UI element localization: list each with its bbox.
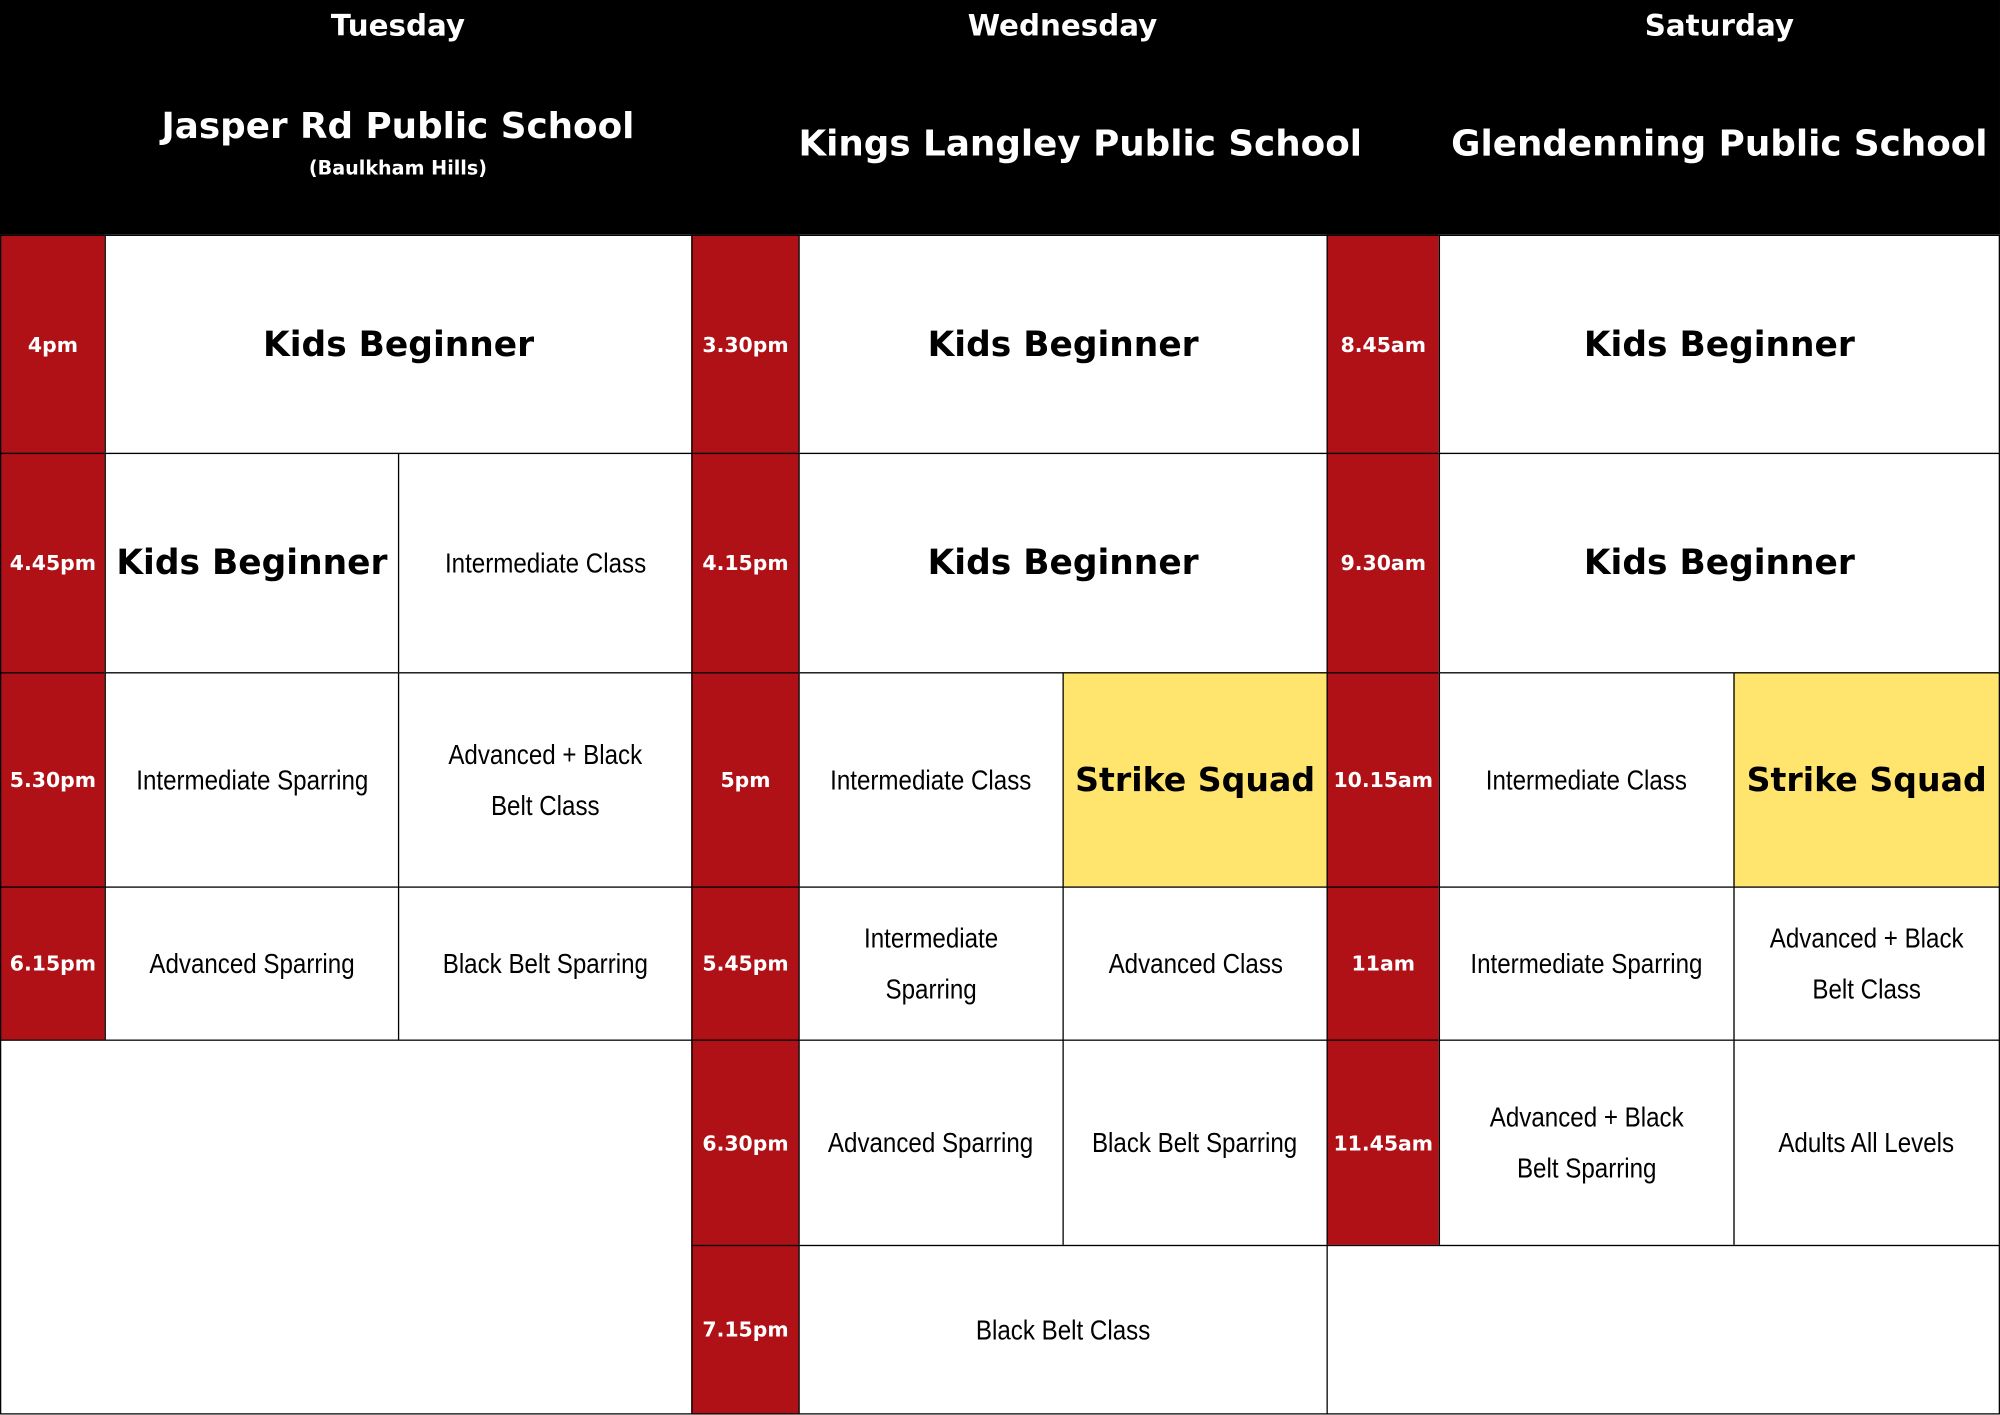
class-label: Advanced Class	[1107, 947, 1283, 980]
class-label: Black Belt Sparring	[1092, 1126, 1298, 1159]
empty-cell	[1327, 1245, 2000, 1415]
class-cell	[1439, 672, 1735, 888]
class-cell: Kids Beginner	[798, 235, 1327, 454]
class-cell: Kids Beginner	[105, 453, 400, 674]
school-tuesday: Jasper Rd Public School	[161, 104, 635, 147]
class-cell: Kids Beginner	[1439, 453, 2000, 674]
time-cell: 10.15am	[1327, 672, 1441, 888]
class-label: Adults All Levels	[1778, 1126, 1955, 1159]
time-cell: 8.45am	[1327, 235, 1441, 454]
school-saturday: Glendenning Public School	[1451, 122, 1988, 165]
class-label: Advanced Sparring	[828, 1126, 1034, 1159]
time-cell: 11.45am	[1327, 1040, 1441, 1247]
class-label: Intermediate Class	[444, 546, 646, 579]
class-cell	[105, 672, 400, 888]
class-label: Advanced + Black Belt Class	[448, 738, 643, 821]
class-cell	[398, 672, 693, 888]
class-cell	[798, 672, 1063, 888]
class-cell: Kids Beginner	[105, 235, 693, 454]
class-cell	[1439, 886, 1735, 1040]
class-label: Advanced Sparring	[149, 947, 355, 980]
time-cell: 11am	[1327, 886, 1441, 1040]
time-cell: 5.45pm	[691, 886, 799, 1040]
strike-squad-cell: Strike Squad	[1062, 672, 1327, 888]
class-cell	[398, 886, 693, 1040]
class-cell	[1062, 886, 1327, 1040]
class-cell: Kids Beginner	[798, 453, 1327, 674]
header	[0, 0, 2000, 235]
day-tuesday: Tuesday	[330, 10, 465, 44]
class-cell	[798, 1245, 1327, 1415]
time-cell: 9.30am	[1327, 453, 1441, 674]
time-cell: 6.30pm	[691, 1040, 799, 1247]
class-cell	[798, 1040, 1063, 1247]
time-cell: 6.15pm	[0, 886, 106, 1040]
class-cell	[1439, 1040, 1735, 1247]
class-label: Black Belt Class	[975, 1313, 1151, 1346]
class-label: Advanced + Black Belt Sparring	[1489, 1101, 1684, 1184]
time-cell: 5.30pm	[0, 672, 106, 888]
class-label: Intermediate Class	[1486, 763, 1688, 796]
school-wednesday: Kings Langley Public School	[798, 122, 1362, 165]
time-cell: 4.45pm	[0, 453, 106, 674]
strike-squad-cell: Strike Squad	[1733, 672, 2000, 888]
class-cell	[398, 453, 693, 674]
time-cell: 7.15pm	[691, 1245, 799, 1415]
class-label: Intermediate Sparring	[1470, 947, 1703, 980]
time-cell: 4pm	[0, 235, 106, 454]
time-cell: 5pm	[691, 672, 799, 888]
empty-cell	[0, 1040, 693, 1415]
class-label: Black Belt Sparring	[442, 947, 648, 980]
class-cell: Kids Beginner	[1439, 235, 2000, 454]
class-label: Intermediate Class	[830, 763, 1032, 796]
class-label: Intermediate Sparring	[135, 763, 368, 796]
day-wednesday: Wednesday	[967, 10, 1158, 44]
day-saturday: Saturday	[1644, 10, 1795, 44]
time-cell: 3.30pm	[691, 235, 799, 454]
class-cell	[1062, 1040, 1327, 1247]
class-cell	[1733, 1040, 2000, 1247]
suburb-tuesday: (Baulkham Hills)	[308, 156, 488, 180]
class-cell	[1733, 886, 2000, 1040]
class-cell	[798, 886, 1063, 1040]
class-cell	[105, 886, 400, 1040]
time-cell: 4.15pm	[691, 453, 799, 674]
class-label: Intermediate Sparring	[864, 922, 999, 1005]
class-label: Advanced + Black Belt Class	[1769, 922, 1964, 1005]
